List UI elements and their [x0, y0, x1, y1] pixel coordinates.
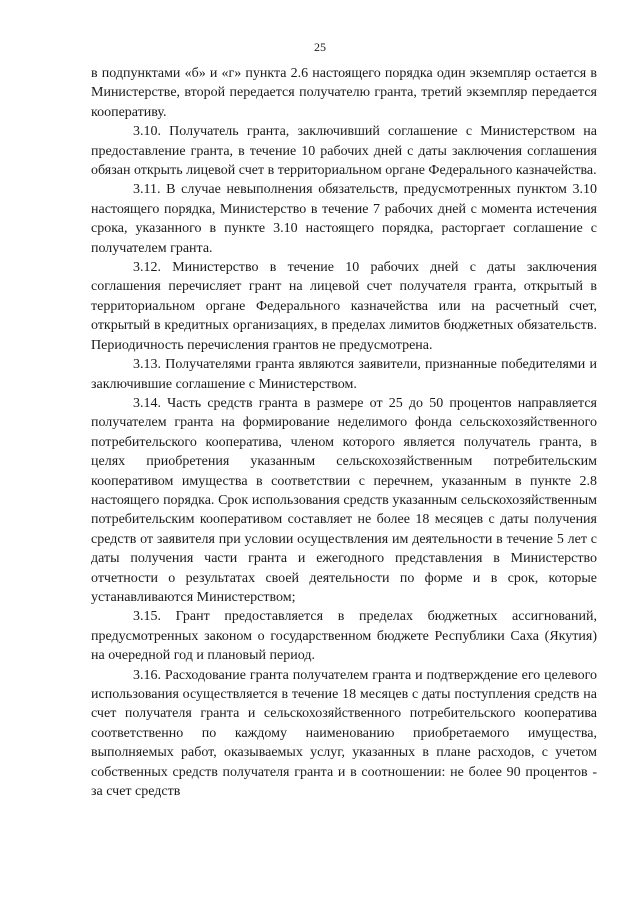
- paragraph-3-11: 3.11. В случае невыполнения обязательств, предусмотренных пунктом 3.10 настоящего порядка, Министерство в течение 7 рабочих дней с момента истечения срока, указанного в пункте 3.10 настоящего порядка, расторгает соглашение с получателем гранта.: [91, 182, 597, 256]
- paragraph-continuation: в подпунктами «б» и «г» пункта 2.6 настоящего порядка один экземпляр остается в Министерстве, второй передается получателю гранта, третий экземпляр передается кооперативу.: [91, 66, 597, 120]
- paragraph-3-13: 3.13. Получателями гранта являются заявители, признанные победителями и заключившие соглашение с Министерством.: [91, 357, 597, 392]
- paragraph-3-16: 3.16. Расходование гранта получателем гранта и подтверждение его целевого использования осуществляется в течение 18 месяцев с даты поступления средств на счет получателя гранта и сельскохозяйственного потребительского кооператива соответственно по каждому наименованию приобретаемого имущества, выполняемых работ, оказываемых услуг, указанных в плане расходов, с учетом собственных средств получателя гранта и в соотношении: не более 90 процентов - за счет средств: [91, 667, 597, 800]
- page-number: 25: [314, 40, 326, 54]
- document-body: [91, 64, 597, 801]
- paragraph-3-14: 3.14. Часть средств гранта в размере от 25 до 50 процентов направляется получателем гранта на формирование неделимого фонда сельскохозяйственного потребительского кооператива, членом которого является получатель гранта, в целях приобретения указанным сельскохозяйственным потребительским кооперативом имущества в соответствии с перечнем, указанным в пункте 2.8 настоящего порядка. Срок использования средств указанным сельскохозяйственным потребительским кооперативом составляет не более 18 месяцев с даты получения средств от заявителя при условии осуществления им деятельности в течение 5 лет с даты получения части гранта и ежегодного представления в Министерство отчетности о результатах своей деятельности по форме и в срок, которые устанавливаются Министерством;: [91, 395, 597, 605]
- paragraph-3-10: 3.10. Получатель гранта, заключивший соглашение с Министерством на предоставление гранта, в течение 10 рабочих дней с даты заключения соглашения обязан открыть лицевой счет в территориальном органе Федерального казначейства.: [91, 124, 597, 179]
- paragraph-3-12: 3.12. Министерство в течение 10 рабочих дней с даты заключения соглашения перечисляет грант на лицевой счет получателя гранта, открытый в территориальном органе Федерального казначейства или на расчетный счет, открытый в кредитных организациях, в пределах лимитов бюджетных обязательств. Периодичность перечисления грантов не предусмотрена.: [91, 260, 597, 353]
- paragraph-3-15: 3.15. Грант предоставляется в пределах бюджетных ассигнований, предусмотренных законом о государственном бюджете Республики Саха (Якутия) на очередной год и плановый период.: [91, 609, 597, 664]
